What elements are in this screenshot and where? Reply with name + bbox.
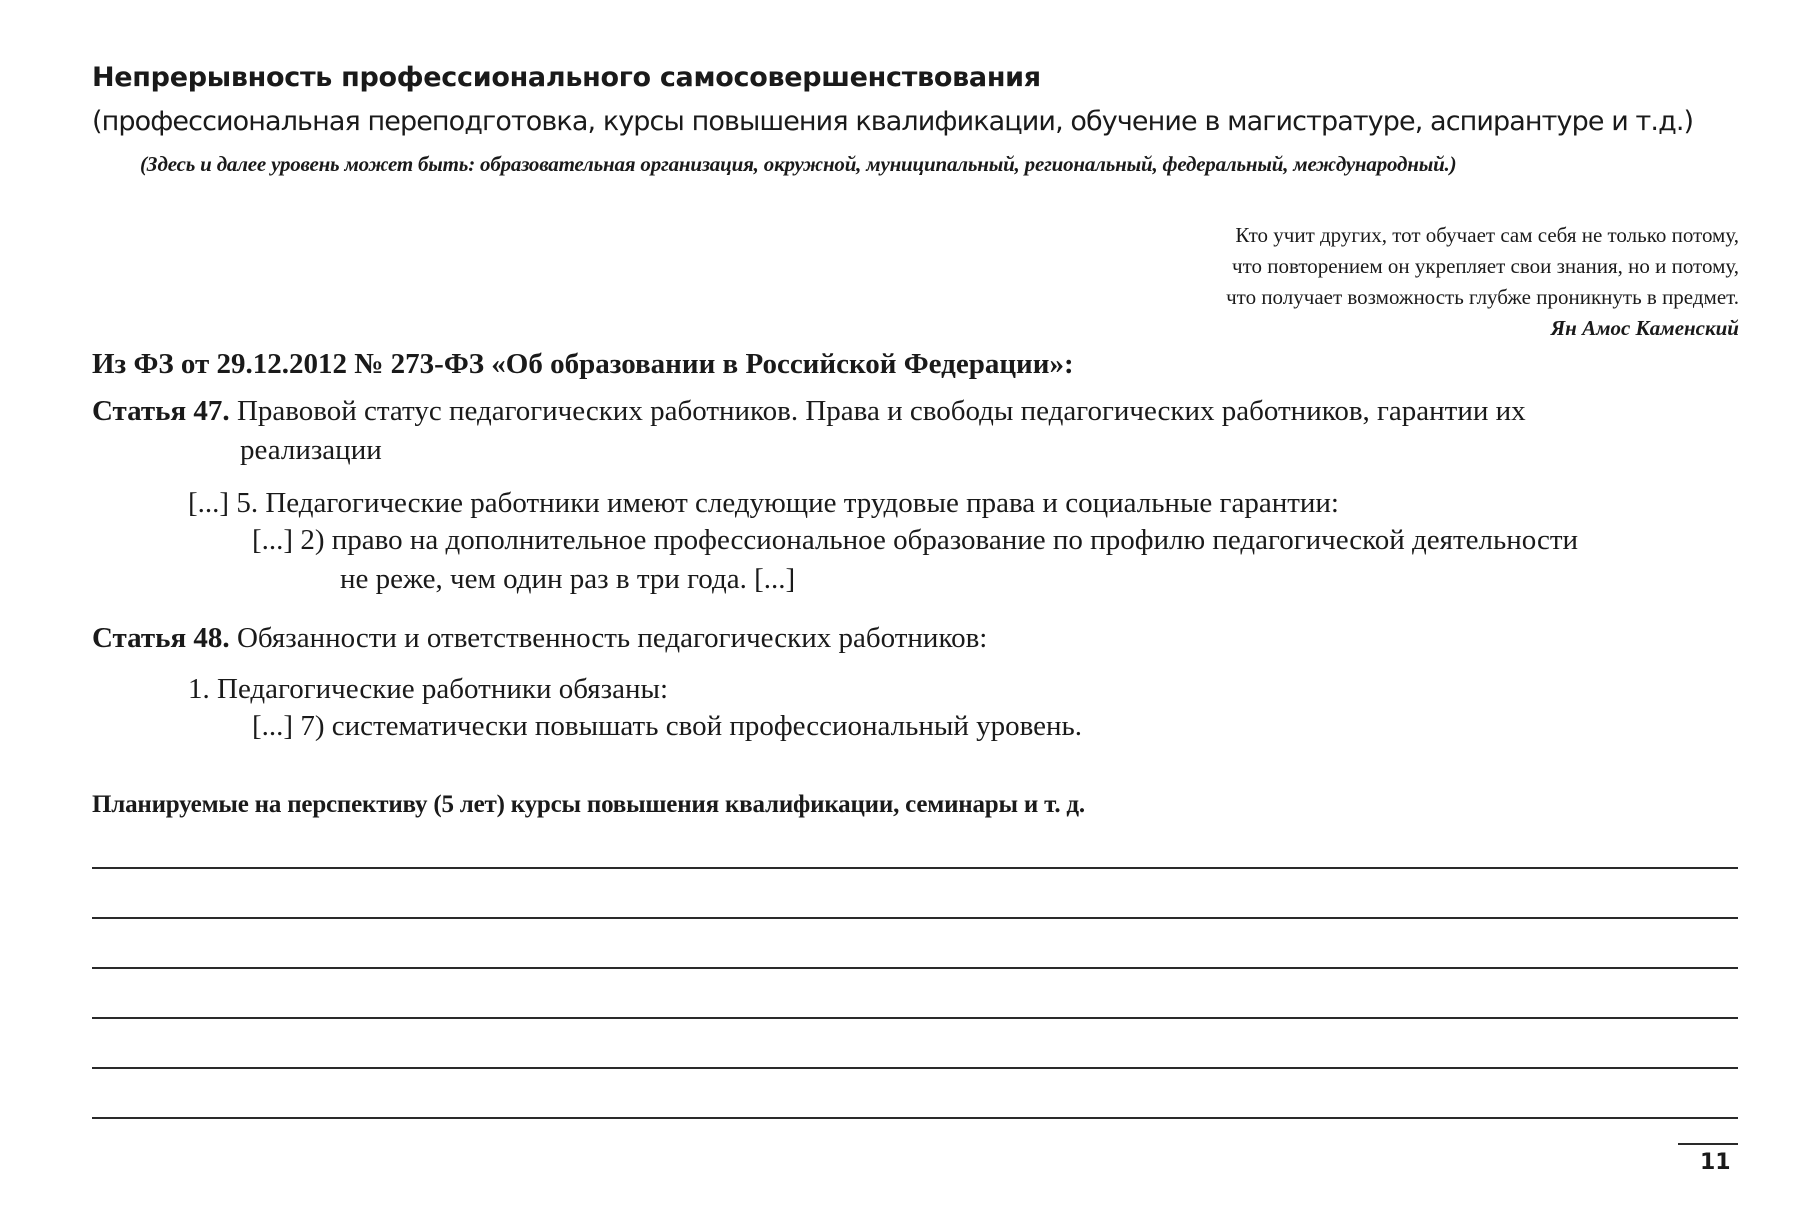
writing-line[interactable] — [92, 867, 1738, 869]
epigraph-quote — [1226, 220, 1739, 344]
article-47-heading — [92, 395, 1526, 428]
planned-courses-title: Планируемые на перспективу (5 лет) курсы повышения квалификации, семинары и т. д. — [92, 791, 1085, 818]
quote-author: Ян Амос Каменский — [1550, 316, 1739, 340]
writing-line[interactable] — [92, 917, 1738, 919]
article-47-title-continuation: реализации — [240, 434, 382, 466]
article-48-subitem-7: [...] 7) систематически повышать свой профессиональный уровень. — [252, 710, 1083, 742]
quote-line-3: что получает возможность глубже проникнуть в предмет. — [1226, 285, 1739, 309]
article-47-title: Правовой статус педагогических работников. Права и свободы педагогических работников, гарантии их — [229, 395, 1526, 427]
article-47-label: Статья 47. — [92, 395, 230, 427]
quote-line-1: Кто учит других, тот обучает сам себя не только потому, — [1235, 223, 1739, 247]
writing-line[interactable] — [92, 1067, 1738, 1069]
article-47-subitem-2: [...] 2) право на дополнительное профессиональное образование по профилю педагогической деятельности — [252, 524, 1579, 556]
article-47-subitem-2-continuation: не реже, чем один раз в три года. [...] — [340, 563, 796, 595]
quote-line-2: что повторением он укрепляет свои знания, но и потому, — [1232, 254, 1739, 278]
writing-line[interactable] — [92, 967, 1738, 969]
writing-line[interactable] — [92, 1117, 1738, 1119]
law-reference: Из ФЗ от 29.12.2012 № 273-ФЗ «Об образовании в Российской Федерации»: — [92, 348, 1074, 380]
page-title: Непрерывность профессионального самосовершенствования — [92, 62, 1041, 93]
article-47-item-5: [...] 5. Педагогические работники имеют следующие трудовые права и социальные гарантии: — [188, 487, 1339, 519]
article-48-label: Статья 48. — [92, 622, 230, 654]
page-subtitle: (профессиональная переподготовка, курсы повышения квалификации, обучение в магистратуре, аспирантуре и т.д.) — [92, 106, 1694, 137]
article-48-item-1: 1. Педагогические работники обязаны: — [188, 673, 669, 705]
article-48-title: Обязанности и ответственность педагогических работников: — [229, 622, 988, 654]
article-48-heading — [92, 622, 987, 655]
page-number: 11 — [1700, 1150, 1731, 1175]
writing-line[interactable] — [92, 1017, 1738, 1019]
level-note: (Здесь и далее уровень может быть: образовательная организация, окружной, муниципальный, региональный, федеральный, международный.) — [140, 152, 1457, 176]
page-number-rule — [1678, 1143, 1738, 1145]
